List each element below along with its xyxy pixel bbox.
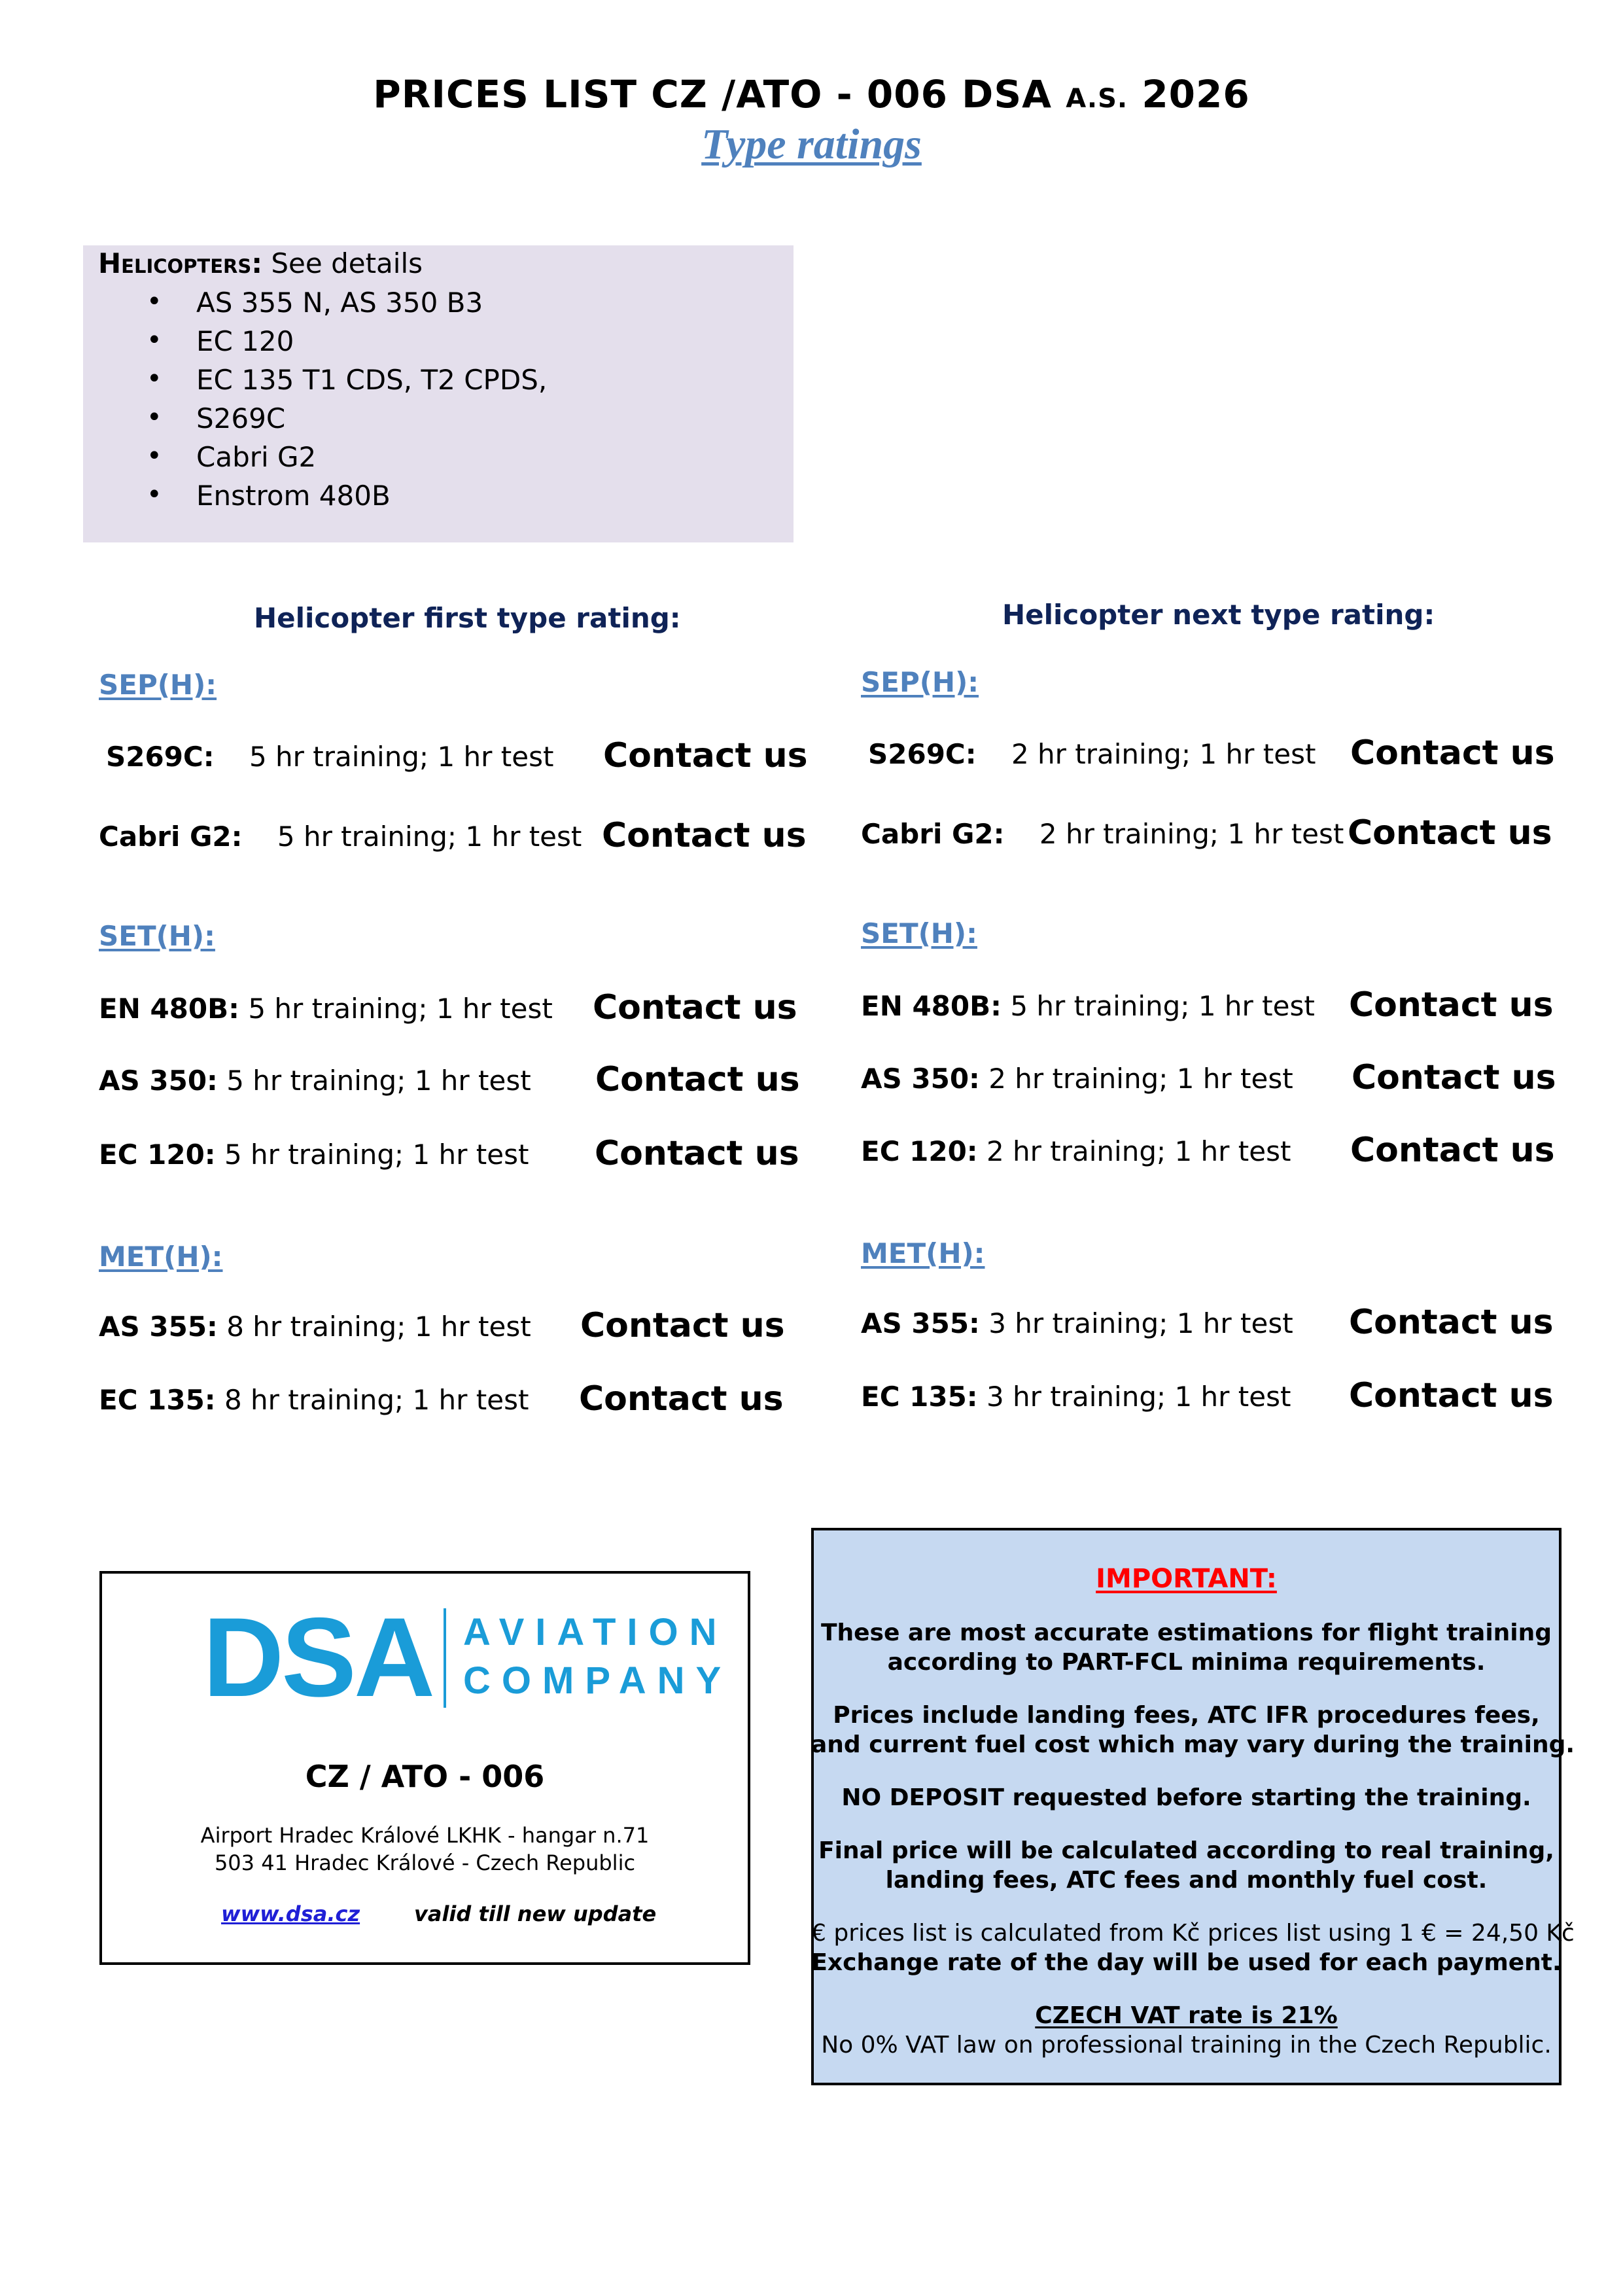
rating-row [106,741,553,773]
rating-detail: 5 hr training; 1 hr test [248,993,553,1025]
title-suffix: A.S. [1066,84,1128,114]
contact-us-link[interactable]: Contact us [593,988,797,1027]
model-name: EC 120: [99,1139,216,1171]
notice-p3: NO DEPOSIT requested before starting the training. [841,1784,1531,1811]
section-label-met: MET(H): [861,1237,985,1269]
important-title [811,1564,1562,1594]
rating-row [99,1311,531,1343]
rating-detail: 8 hr training; 1 hr test [224,1384,529,1416]
model-name: AS 355: [99,1311,218,1343]
model-name: EC 135: [861,1381,978,1413]
rating-detail: 5 hr training; 1 hr test [226,1065,531,1097]
page-subtitle: Type ratings [701,120,922,168]
contact-us-link[interactable]: Contact us [1350,733,1555,773]
rating-detail: 2 hr training; 1 hr test [988,1063,1293,1095]
list-item-text: EC 135 T1 CDS, T2 CPDS, [196,364,548,396]
notice-exchange-note: Exchange rate of the day will be used for each payment. [811,1949,1562,1976]
bullet-icon: • [147,480,162,510]
contact-us-link[interactable]: Contact us [1348,813,1552,853]
contact-us-link[interactable]: Contact us [1349,1303,1554,1342]
rating-row [99,821,582,853]
helicopters-label: Helicopters: [98,247,263,279]
title-main: PRICES LIST CZ /ATO - 006 DSA [373,72,1052,116]
rating-row [861,1063,1293,1095]
list-item-text: Enstrom 480B [196,480,391,512]
bullet-icon: • [147,325,162,355]
list-item-text: Cabri G2 [196,441,317,473]
contact-us-link[interactable]: Contact us [580,1306,785,1345]
model-name: AS 350: [861,1063,980,1095]
rating-row [861,818,1344,850]
address-line-1: Airport Hradec Králové LKHK - hangar n.71 [200,1823,650,1848]
model-name: AS 355: [861,1307,980,1339]
rating-detail: 2 hr training; 1 hr test [986,1135,1291,1167]
section-label-sep: SEP(H): [861,666,979,698]
notice-exchange-rate: € prices list is calculated from Kč prices list using 1 € = 24,50 Kč [811,1920,1575,1947]
page-title [0,72,1623,116]
helicopters-note: See details [271,247,423,279]
model-name: Cabri G2: [99,821,243,853]
vat-title [811,2002,1562,2029]
rating-detail: 8 hr training; 1 hr test [226,1311,531,1343]
contact-us-link[interactable]: Contact us [595,1134,799,1173]
validity-note: valid till new update [414,1901,657,1926]
notice-p1-line2: according to PART-FCL minima requirements. [887,1649,1486,1676]
model-name: EC 135: [99,1384,216,1416]
model-name: EN 480B: [99,993,239,1025]
contact-us-link[interactable]: Contact us [579,1379,784,1419]
rating-row [868,738,1316,770]
rating-row [99,1065,531,1097]
website-link[interactable]: www.dsa.cz [221,1901,360,1926]
rating-detail: 3 hr training; 1 hr test [988,1307,1293,1339]
logo-line-company: COMPANY [463,1659,733,1702]
model-name: S269C: [106,741,215,773]
rating-detail: 5 hr training; 1 hr test [1010,990,1315,1022]
notice-p2-line2: and current fuel cost which may vary during the training. [811,1731,1575,1758]
dsa-logo [203,1595,733,1720]
ato-code: CZ / ATO - 006 [305,1759,545,1794]
list-item-text: AS 355 N, AS 350 B3 [196,287,483,319]
rating-detail: 5 hr training; 1 hr test [224,1139,529,1171]
contact-us-link[interactable]: Contact us [1352,1058,1556,1097]
rating-row [99,1139,529,1171]
rating-row [861,1135,1291,1167]
rating-detail: 3 hr training; 1 hr test [986,1381,1291,1413]
contact-us-link[interactable]: Contact us [1349,1376,1554,1415]
notice-p1-line1: These are most accurate estimations for flight training [820,1619,1552,1646]
notice-p4-line2: landing fees, ATC fees and monthly fuel cost. [885,1867,1488,1894]
rating-detail: 5 hr training; 1 hr test [277,821,582,853]
contact-us-link[interactable]: Contact us [602,816,807,855]
logo-divider [444,1608,446,1708]
section-label-set: SET(H): [99,920,215,952]
model-name: S269C: [868,738,977,770]
section-label-set: SET(H): [861,917,977,949]
section-label-sep: SEP(H): [99,669,217,701]
model-name: Cabri G2: [861,818,1005,850]
bullet-icon: • [147,364,162,394]
contact-us-link[interactable]: Contact us [603,736,808,775]
vat-title-text: CZECH VAT rate is 21% [1035,2002,1338,2029]
rating-row [861,1381,1291,1413]
bullet-icon: • [147,287,162,317]
notice-p4-line1: Final price will be calculated according to real training, [818,1837,1554,1864]
contact-us-link[interactable]: Contact us [1349,985,1554,1025]
section-label-met: MET(H): [99,1241,223,1273]
model-name: AS 350: [99,1065,218,1097]
rating-detail: 5 hr training; 1 hr test [249,741,554,773]
contact-us-link[interactable]: Contact us [595,1060,800,1099]
column-heading-next-type: Helicopter next type rating: [1002,599,1435,631]
rating-row [861,990,1315,1022]
logo-wordmark: DSA [203,1595,433,1720]
notice-p2-line1: Prices include landing fees, ATC IFR procedures fees, [833,1702,1540,1729]
logo-line-aviation: AVIATION [463,1611,728,1653]
vat-note: No 0% VAT law on professional training in the Czech Republic. [821,2032,1552,2058]
rating-detail: 2 hr training; 1 hr test [1011,738,1316,770]
rating-detail: 2 hr training; 1 hr test [1039,818,1344,850]
bullet-icon: • [147,441,162,471]
rating-row [99,993,553,1025]
contact-us-link[interactable]: Contact us [1350,1131,1555,1170]
rating-row [861,1307,1293,1339]
list-item-text: S269C [196,402,286,434]
bullet-icon: • [147,402,162,433]
address-line-2: 503 41 Hradec Králové - Czech Republic [214,1850,636,1875]
title-year: 2026 [1142,72,1250,116]
column-heading-first-type: Helicopter first type rating: [254,602,681,634]
model-name: EN 480B: [861,990,1002,1022]
important-title-text: IMPORTANT: [1096,1564,1277,1594]
list-item-text: EC 120 [196,325,294,357]
model-name: EC 120: [861,1135,978,1167]
rating-row [99,1384,529,1416]
helicopters-heading [98,247,423,279]
